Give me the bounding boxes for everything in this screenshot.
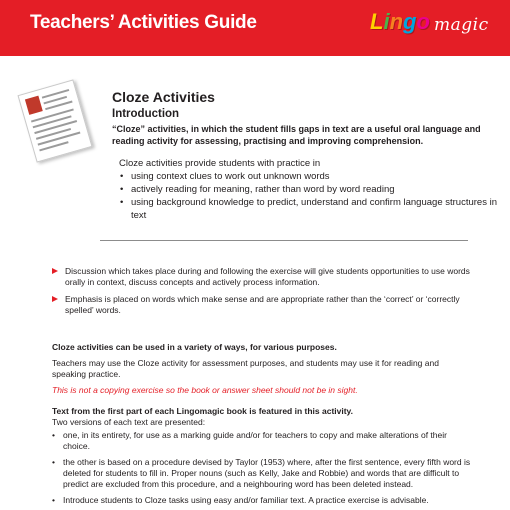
arrow-bullet-icon [52,296,58,302]
arrow-point-list [52,266,472,322]
thumbnail-image [25,96,43,115]
practice-lead: Cloze activities provide students with practice in [119,158,321,169]
logo-letter: g [403,9,417,34]
logo-letter: o [416,9,430,34]
warning-note: This is not a copying exercise so the book or answer sheet should not be in sight. [52,385,358,395]
purposes-text: Teachers may use the Cloze activity for assessment purposes, and students may use it for reading and speaking practice. [52,358,439,379]
page-header [0,0,510,56]
arrow-bullet-icon [52,268,58,274]
arrow-point-text: Emphasis is placed on words which make sense and are appropriate rather than the ‘correct’ or ‘correctly spelled’ words. [65,294,460,315]
logo-letter: i [383,9,390,34]
logo-letter: n [389,9,404,34]
arrow-point-text: Discussion which takes place during and following the exercise will give students opportunities to use words orally in context, discuss concepts and actively process information. [65,266,470,287]
lingomagic-logo [370,9,490,47]
intro-text: “Cloze” activities, in which the student fills gaps in text are a useful oral language and reading activity for assessing, practising and improving comprehension. [112,124,481,146]
versions-list [52,430,472,510]
list-item: • Introduce students to Cloze tasks using easy and/or familiar text. A practice exercise is advisable. [52,495,472,506]
logo-letters [370,9,430,35]
purposes-heading: Cloze activities can be used in a variety of ways, for various purposes. [52,342,337,352]
list-item: • using context clues to work out unknown words [119,170,499,183]
logo-letter: L [370,9,384,34]
practice-block [119,157,499,222]
list-item: • the other is based on a procedure devised by Taylor (1953) where, after the first sentence, every fifth word is deleted for students to fill in. Proper nouns (such as Kelly, Jake and Robbie) and words that are difficult to predict are excluded from this procedure, and a neighbouring word has been deleted instead. [52,457,472,490]
logo-suffix: magic [434,15,489,35]
versions-heading: Text from the first part of each Lingomagic book is featured in this activity. [52,406,354,416]
list-item: • using background knowledge to predict, understand and confirm language structures in text [119,196,499,222]
worksheet-thumbnail [17,79,92,162]
intro-heading: Introduction [112,108,180,120]
versions-subheading: Two versions of each text are presented: [52,417,206,427]
section-divider [100,240,468,241]
practice-list [119,170,499,222]
section-title: Cloze Activities [112,89,215,105]
page-title: Teachers’ Activities Guide [30,12,257,33]
arrow-point [52,294,472,316]
list-item: • one, in its entirety, for use as a marking guide and/or for teachers to copy and make alterations of their choice. [52,430,472,452]
arrow-point [52,266,472,288]
list-item: • actively reading for meaning, rather than word by word reading [119,183,499,196]
